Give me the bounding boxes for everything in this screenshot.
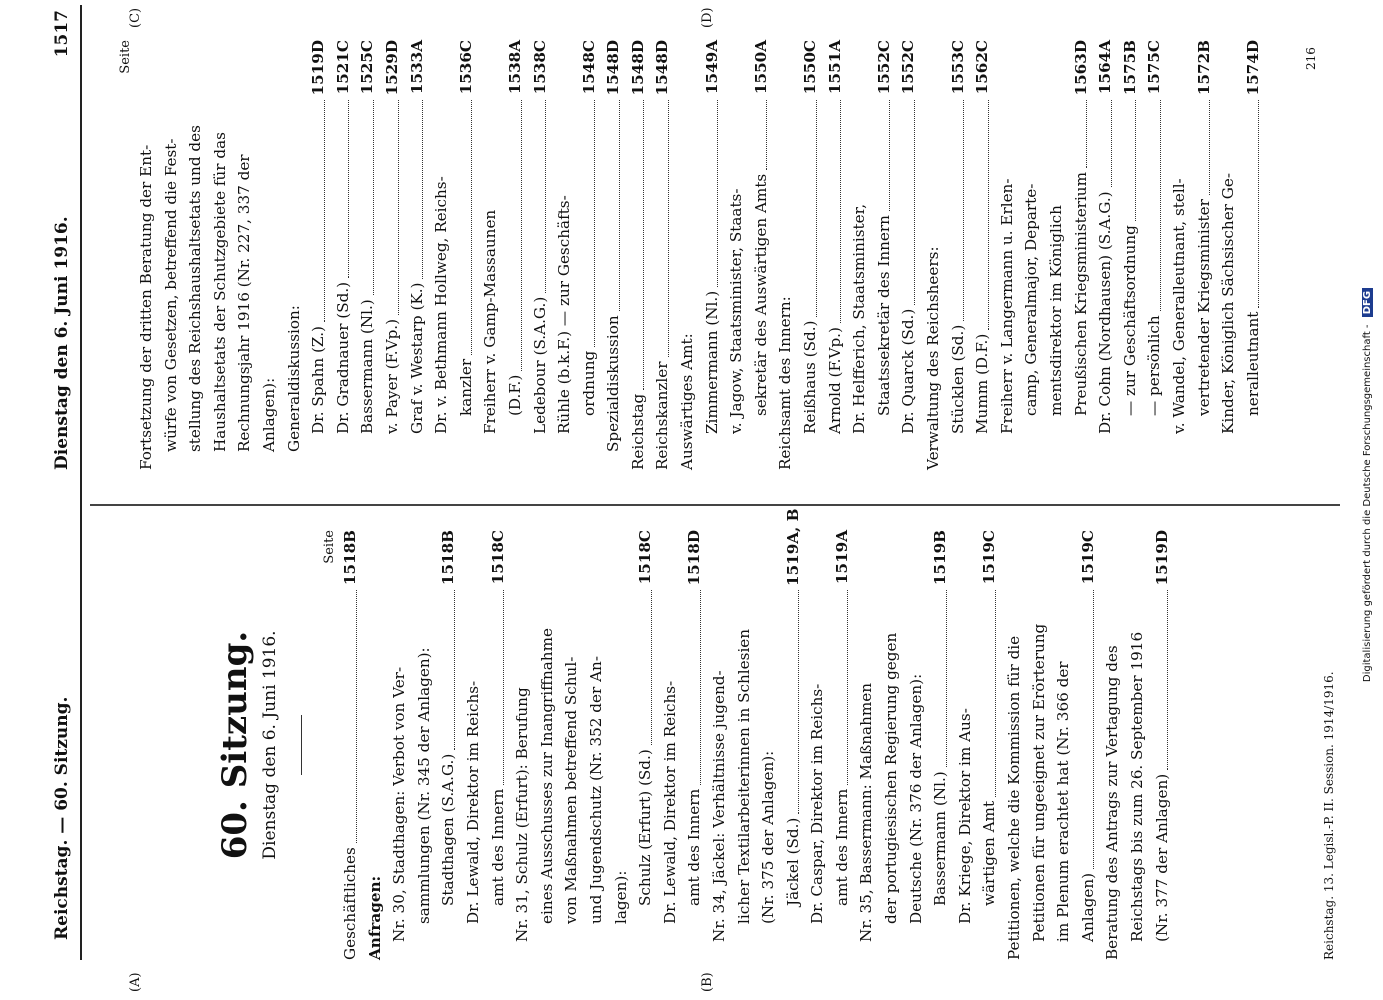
toc-entry-text: Arnold (F.Vp.)	[825, 327, 844, 434]
toc-entry: Dr. Caspar, Direktor im Reichs-	[808, 683, 827, 924]
toc-entry	[1076, 530, 1101, 960]
toc-entry	[830, 530, 855, 960]
toc-entry: Freiherr v. Gamp-Massaunen	[481, 209, 500, 434]
toc-entry	[872, 40, 897, 470]
toc-entry-page: 1564A	[1096, 40, 1115, 95]
toc-entry-page: 1553C	[948, 40, 967, 95]
dot-leader	[503, 590, 504, 785]
toc-entry	[306, 40, 331, 470]
toc-entry: Nr. 35, Bassermann: Maßnahmen	[857, 682, 876, 942]
dot-leader	[1093, 590, 1094, 869]
toc-entry: Anfragen:	[365, 875, 384, 960]
toc-entry-page: 1536C	[456, 40, 475, 95]
toc-entry-page: 1519A, B	[783, 508, 802, 586]
toc-entry-page: 1525C	[358, 40, 377, 95]
toc-entry: Dr. Helfferich, Staatsminister,	[850, 203, 869, 434]
toc-entry-page: 1538A	[505, 40, 524, 95]
toc-entry-page: 1521C	[333, 40, 352, 95]
toc-entry	[1142, 40, 1167, 470]
toc-entry: Dr. Lewald, Direktor im Reichs-	[660, 680, 679, 924]
toc-entry-text: — persönlich	[1145, 315, 1164, 416]
header-rule	[80, 5, 82, 960]
dot-leader	[471, 100, 472, 355]
toc-entry: Dr. v. Bethmann Hollweg, Reichs-	[432, 176, 451, 434]
toc-entry	[977, 530, 1002, 960]
toc-entry: Beratung des Antrags zur Vertagung des	[1103, 645, 1122, 960]
right-column	[118, 40, 1265, 470]
toc-entry-text: Zimmermann (Nl.)	[702, 290, 721, 434]
dot-leader	[521, 100, 522, 371]
toc-entry-text: Preußischen Kriegsministerium	[1071, 172, 1090, 416]
dot-leader	[840, 100, 841, 323]
toc-entry-text: amt des Innern	[685, 788, 704, 906]
toc-entry: Nr. 30, Stadthagen: Verbot von Ver-	[390, 666, 409, 942]
toc-entry: eines Ausschusses zur Inangriffnahme	[537, 628, 556, 924]
toc-entry	[1150, 530, 1175, 960]
toc-entry-text: Stadthagen (S.A.G.)	[439, 753, 458, 906]
toc-entry	[528, 40, 553, 470]
toc-entry-page: 1519D	[309, 40, 328, 96]
dot-leader	[1209, 100, 1210, 195]
toc-entry	[1118, 40, 1143, 470]
dfg-credit-text: Digitalisierung gefördert durch die Deutsche Forschungsgemeinschaft -	[1362, 324, 1373, 683]
toc-entry	[405, 40, 430, 470]
toc-entry-text: Geschäftliches	[341, 847, 359, 960]
toc-entry: von Maßnahmen betreffend Schul-	[562, 656, 581, 924]
dot-leader	[995, 590, 996, 797]
toc-entry-text: — zur Geschäftsordnung	[1120, 225, 1139, 416]
toc-entry-text: Mumm (D.F.)	[973, 333, 992, 434]
toc-entry	[970, 40, 995, 470]
toc-entry-text: Anlagen)	[1078, 872, 1097, 942]
toc-entry-text: (D.F.)	[505, 374, 524, 416]
toc-entry: Petitionen, welche die Kommission für die	[1005, 635, 1024, 960]
toc-entry: Generaldiskussion:	[284, 305, 303, 452]
toc-entry: camp, Generalmajor, Departe-	[1022, 183, 1041, 416]
toc-entry	[355, 40, 380, 470]
toc-entry: Nr. 34, Jäckel: Verhältnisse jugend-	[709, 670, 728, 942]
toc-entry-text: v. Payer (F.Vp.)	[382, 318, 401, 434]
left-column	[118, 508, 1174, 960]
margin-marker-c: (C)	[128, 7, 143, 28]
toc-entry-page: 1519C	[1078, 530, 1097, 585]
toc-entry	[486, 530, 511, 960]
toc-entry: Rühle (b.k.F.) — zur Geschäfts-	[555, 195, 574, 434]
left-contents-list	[338, 508, 1174, 960]
toc-entry: Dr. Kriege, Direktor im Aus-	[955, 708, 974, 924]
dot-leader	[356, 590, 357, 843]
toc-entry	[633, 530, 658, 960]
dot-leader	[963, 100, 964, 321]
toc-entry-page: 1538C	[530, 40, 549, 95]
toc-entry: (Nr. 375 der Anlagen):	[759, 750, 778, 924]
toc-entry-text: Jäckel (Sd.)	[783, 817, 802, 906]
toc-entry	[896, 40, 921, 470]
toc-entry-text: Dr. Cohn (Nordhausen) (S.A.G.)	[1096, 191, 1115, 434]
dot-leader	[1111, 100, 1112, 187]
toc-entry-page: 1574D	[1243, 40, 1262, 96]
toc-entry-text: ordnung	[579, 350, 598, 416]
toc-entry	[749, 40, 774, 470]
dot-leader	[1135, 100, 1136, 221]
toc-entry	[503, 40, 528, 470]
toc-entry-text: Schulz (Erfurt) (Sd.)	[636, 749, 655, 906]
dot-leader	[717, 100, 718, 287]
toc-entry: stellung des Reichshaushaltsetats und des	[186, 125, 205, 452]
margin-marker-a: (A)	[128, 972, 143, 992]
toc-entry-text: Ledebour (S.A.G.)	[530, 296, 549, 434]
toc-entry-page: 1518B	[341, 530, 359, 586]
toc-entry-page: 1552C	[874, 40, 893, 95]
toc-entry	[380, 40, 405, 470]
toc-entry-page: 1518C	[488, 530, 507, 585]
toc-entry-page: 1550C	[801, 40, 820, 95]
dot-leader	[324, 100, 325, 322]
toc-entry: und Jugendschutz (Nr. 352 der An-	[586, 656, 605, 924]
toc-entry: der portugiesischen Regierung gegen	[882, 632, 901, 924]
seite-heading-right: Seite	[118, 40, 133, 74]
dot-leader	[1160, 100, 1161, 311]
running-header-right: Dienstag den 6. Juni 1916.	[52, 216, 72, 470]
toc-entry	[454, 40, 479, 470]
toc-entry-text: neralleutnant	[1243, 311, 1262, 416]
seite-heading-left: Seite	[322, 530, 337, 564]
dot-leader	[847, 590, 848, 785]
toc-entry: sammlungen (Nr. 345 der Anlagen):	[414, 647, 433, 924]
toc-entry-text: Dr. Quarck (Sd.)	[899, 308, 918, 434]
toc-entry-text: Graf v. Westarp (K.)	[407, 282, 426, 434]
toc-entry: Anlagen):	[259, 377, 278, 452]
toc-entry-page: 1548C	[579, 40, 598, 95]
toc-entry-text: wärtigen Amt	[980, 800, 999, 906]
toc-entry: Nr. 31, Schulz (Erfurt): Berufung	[513, 687, 532, 942]
toc-entry	[577, 40, 602, 470]
toc-entry-text: Reichskanzler	[653, 361, 672, 470]
toc-entry-text: Stücklen (Sd.)	[948, 324, 967, 434]
session-date: Dienstag den 6. Juni 1916.	[260, 630, 280, 860]
session-title: 60. Sitzung.	[215, 630, 255, 860]
toc-entry: Deutsche (Nr. 376 der Anlagen):	[906, 673, 925, 924]
toc-entry: würfe von Gesetzen, betreffend die Fest-	[161, 138, 180, 452]
toc-entry-page: 1518D	[685, 530, 704, 586]
toc-entry-page: 1575C	[1145, 40, 1164, 95]
toc-entry	[798, 40, 823, 470]
toc-entry	[436, 530, 461, 960]
toc-entry: Haushaltsetats der Schutzgebiete für das	[210, 132, 229, 452]
margin-marker-b: (B)	[700, 972, 715, 992]
toc-entry-page: 1519B	[931, 530, 950, 586]
toc-entry	[626, 40, 651, 470]
toc-entry: Freiherr v. Langermann u. Erlen-	[997, 178, 1016, 434]
dot-leader	[398, 100, 399, 315]
toc-entry	[331, 40, 356, 470]
toc-entry	[338, 530, 363, 960]
toc-entry: im Plenum erachtet hat (Nr. 366 der	[1054, 661, 1073, 942]
toc-entry-page: 1519A	[832, 530, 851, 585]
toc-entry	[946, 40, 971, 470]
title-rule	[301, 715, 302, 775]
toc-entry: Reichsamt des Innern:	[776, 296, 795, 470]
toc-entry: Verwaltung des Reichsheers:	[924, 246, 942, 470]
toc-entry: Kinder, Königlich Sächsischer Ge-	[1219, 172, 1238, 434]
dot-leader	[988, 100, 989, 330]
dot-leader	[619, 100, 620, 311]
dot-leader	[816, 100, 817, 317]
toc-entry: v. Wandel, Generalleutnant, stell-	[1169, 178, 1188, 434]
dot-leader	[1086, 100, 1087, 168]
toc-entry	[1093, 40, 1118, 470]
dot-leader	[643, 100, 644, 390]
toc-entry-page: 1572B	[1194, 40, 1213, 96]
toc-entry: Petitionen für ungeeignet zur Erörterung	[1029, 623, 1048, 942]
toc-entry-page: 1552C	[899, 40, 918, 95]
toc-entry-text: Bassermann (Nl.)	[931, 771, 950, 906]
dot-leader	[766, 100, 767, 170]
toc-entry-text: (Nr. 377 der Anlagen)	[1152, 773, 1171, 942]
toc-entry: mentsdirektor im Königlich	[1046, 205, 1065, 416]
toc-entry: Reichstags bis zum 26. September 1916	[1128, 631, 1146, 942]
dot-leader	[422, 100, 423, 279]
dot-leader	[594, 100, 595, 347]
toc-entry-page: 1519C	[980, 530, 999, 585]
toc-entry-page: 1563D	[1071, 40, 1090, 96]
dot-leader	[889, 100, 890, 211]
dot-leader	[946, 590, 947, 767]
footer-session-info: Reichstag. 13. Legisl.-P. II. Session. 1914/1916.	[1322, 671, 1336, 960]
dot-leader	[373, 100, 374, 295]
toc-entry-text: sekretär des Auswärtigen Amts	[751, 173, 770, 416]
toc-entry-page: 1575B	[1120, 40, 1139, 96]
toc-entry-text: Reißhaus (Sd.)	[801, 320, 820, 434]
toc-entry	[928, 530, 953, 960]
toc-entry-page: 1518B	[439, 530, 458, 586]
toc-entry-page: 1550A	[751, 40, 770, 95]
toc-entry: Auswärtiges Amt:	[678, 333, 697, 470]
toc-entry: lagen):	[611, 870, 630, 924]
toc-entry-page: 1548D	[628, 40, 647, 96]
dot-leader	[1258, 100, 1259, 308]
dot-leader	[348, 100, 349, 278]
toc-entry	[650, 40, 675, 470]
toc-entry-page: 1562C	[973, 40, 992, 95]
toc-entry-page: 1548D	[604, 40, 623, 96]
dot-leader	[545, 100, 546, 293]
toc-entry-page: 1518C	[636, 530, 655, 585]
toc-entry: Rechnungsjahr 1916 (Nr. 227, 337 der	[235, 154, 254, 452]
toc-entry-page: 1548D	[653, 40, 672, 96]
toc-entry-text: amt des Innern	[488, 788, 507, 906]
page-number: 1517	[52, 10, 72, 58]
dot-leader	[1167, 590, 1168, 770]
toc-entry-text: Dr. Spahn (Z.)	[309, 326, 328, 434]
column-divider	[90, 504, 1340, 506]
toc-entry-text: Reichstag	[628, 393, 647, 470]
toc-entry-text: vertretender Kriegsminister	[1194, 199, 1213, 416]
toc-entry-text: amt des Innern	[832, 788, 851, 906]
dot-leader	[454, 590, 455, 750]
dot-leader	[700, 590, 701, 785]
toc-entry-page: 1551A	[825, 40, 844, 95]
toc-entry	[823, 40, 848, 470]
toc-entry: licher Textilarbeiterinnen in Schlesien	[734, 628, 753, 924]
toc-entry: v. Jagow, Staatsminister, Staats-	[727, 188, 746, 434]
toc-entry-text: Staatssekretär des Innern	[874, 215, 893, 416]
toc-entry	[1192, 40, 1217, 470]
toc-entry-text: Bassermann (Nl.)	[358, 299, 377, 434]
dfg-logo: DFG	[1362, 288, 1373, 317]
printer-signature: 216	[1304, 47, 1318, 70]
toc-entry	[1241, 40, 1266, 470]
digitization-credit	[1362, 10, 1373, 960]
dot-leader	[651, 590, 652, 745]
toc-entry-page: 1519D	[1152, 530, 1171, 586]
toc-entry	[682, 530, 707, 960]
toc-entry-text: Spezialdiskussion	[604, 315, 623, 452]
toc-entry	[601, 40, 626, 470]
toc-entry: Dr. Lewald, Direktor im Reichs-	[463, 680, 482, 924]
toc-entry-page: 1533A	[407, 40, 426, 95]
toc-entry-page: 1549A	[702, 40, 721, 95]
toc-entry-text: Dr. Gradnauer (Sd.)	[333, 281, 352, 434]
toc-entry: Fortsetzung der dritten Beratung der Ent-	[137, 144, 155, 470]
running-header-left: Reichstag. — 60. Sitzung.	[52, 696, 72, 940]
toc-entry	[781, 508, 806, 960]
toc-entry	[700, 40, 725, 470]
toc-entry-page: 1529D	[382, 40, 401, 96]
dot-leader	[914, 100, 915, 305]
dot-leader	[668, 100, 669, 357]
toc-entry	[1069, 40, 1094, 470]
dot-leader	[798, 590, 799, 814]
toc-entry-text: kanzler	[456, 358, 475, 416]
margin-marker-d: (D)	[700, 7, 715, 28]
right-contents-list	[134, 40, 1265, 470]
